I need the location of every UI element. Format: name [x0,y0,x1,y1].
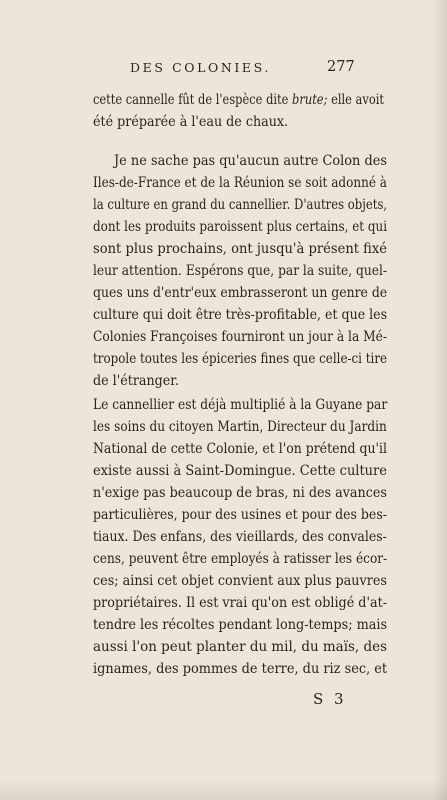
text-line: Iles-de-France et de la Réunion se soit adonné à [93,175,387,191]
running-head: DES COLONIES. [130,60,271,75]
text-line: cens, peuvent être employés à ratisser les écor- [93,551,388,567]
text-line: ignames, des pommes de terre, du riz sec, et [93,661,388,677]
page-number: 277 [327,59,355,75]
text-line: Je ne sache pas qu'aucun autre Colon des [114,153,388,169]
text-line: aussi l'on peut planter du mil, du maïs, des [93,639,387,655]
text-line: la culture en grand du cannellier. D'autres objets, [93,197,388,213]
text-line: National de cette Colonie, et l'on prétend qu'il [93,441,387,457]
text-line: ques uns d'entr'eux embrasseront un genre de [93,285,388,301]
page-edge-shadow [433,0,447,800]
text-line: dont les produits paroissent plus certains, et qui [93,219,388,235]
text-line: été préparée à l'eau de chaux. [93,114,289,130]
text-line: Le cannellier est déjà multiplié à la Guyane par [93,397,388,413]
text-line: ces; ainsi cet objet convient aux plus pauvres [93,573,387,589]
text-line: de l'étranger. [93,373,180,389]
text-line: culture qui doit être très-profitable, et que les [93,307,388,323]
text-line: propriétaires. Il est vrai qu'on est obligé d'at- [93,595,388,611]
text-line: cette cannelle fût de l'espèce dite brute; elle avoit [93,92,384,108]
text-line: tropole toutes les épiceries fines que celle-ci tire [93,351,388,367]
page-bottom-shadow [0,780,447,800]
page-header [0,60,447,80]
text-line: n'exige pas beaucoup de bras, ni des avances [93,485,387,501]
text-line: particulières, pour des usines et pour des bes- [93,507,387,523]
text-line: tiaux. Des enfans, des vieillards, des convales- [93,529,387,545]
text-line: les soins du citoyen Martin, Directeur du Jardin [93,419,387,435]
text-line: Colonies Françoises fourniront un jour à la Mé- [93,329,388,345]
text-line: tendre les récoltes pendant long-temps; mais [93,617,388,633]
signature-mark: S 3 [313,690,347,708]
text-line: sont plus prochains, ont jusqu'à présent fixé [93,241,388,257]
text-line: leur attention. Espérons que, par la suite, quel- [93,263,387,279]
text-line: existe aussi à Saint-Domingue. Cette culture [93,463,387,479]
